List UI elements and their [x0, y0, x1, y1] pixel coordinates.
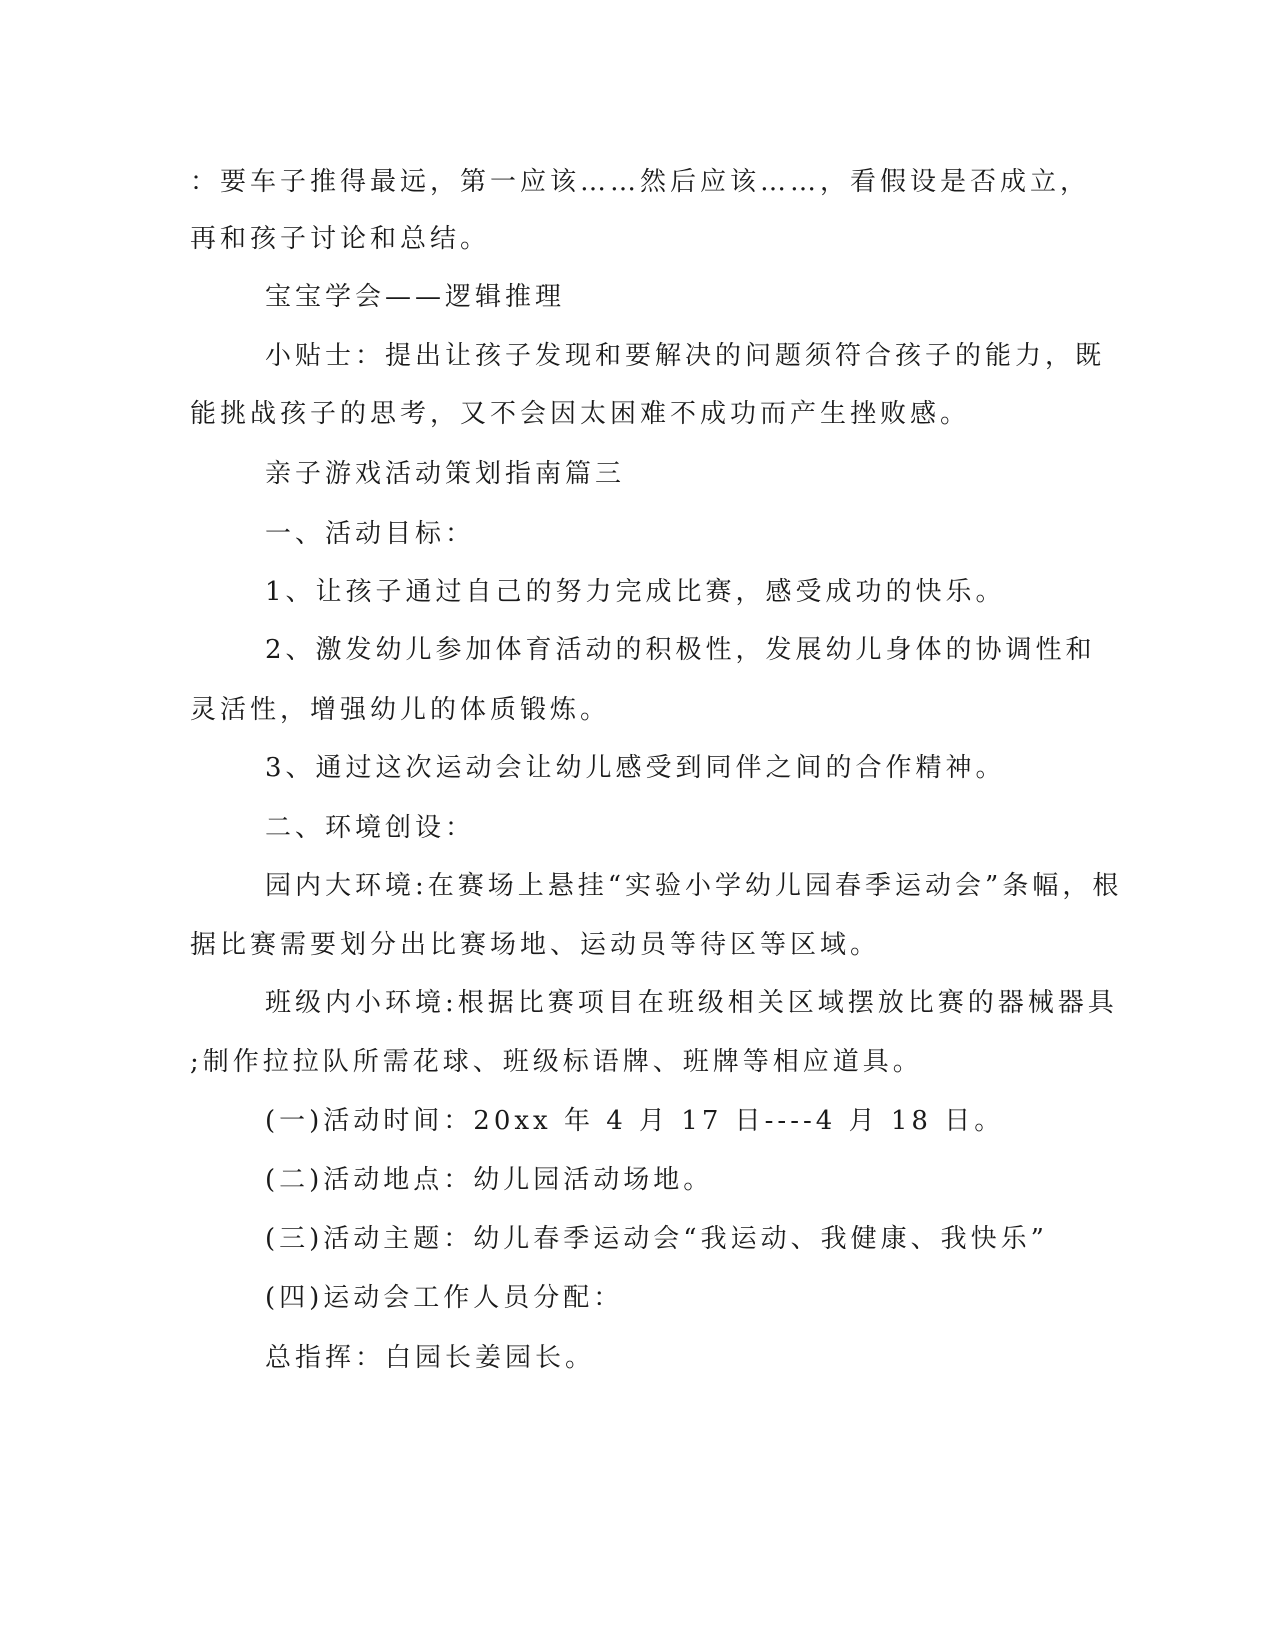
text-line: 能挑战孩子的思考，又不会因太困难不成功而产生挫败感。	[190, 399, 971, 429]
list-item: (一)活动时间：20xx 年 4 月 17 日----4 月 18 日。	[265, 1106, 1005, 1136]
list-item: 3、通过这次运动会让幼儿感受到同伴之间的合作精神。	[265, 753, 1006, 783]
text-line: 班级内小环境:根据比赛项目在班级相关区域摆放比赛的器械器具	[265, 988, 1118, 1018]
section-heading: 亲子游戏活动策划指南篇三	[265, 459, 626, 489]
section-heading: 一、活动目标：	[265, 519, 476, 549]
list-item: 2、激发幼儿参加体育活动的积极性，发展幼儿身体的协调性和	[265, 635, 1096, 665]
text-line: ;制作拉拉队所需花球、班级标语牌、班牌等相应道具。	[190, 1047, 923, 1077]
list-item: (四)运动会工作人员分配：	[265, 1283, 624, 1313]
list-item: 1、让孩子通过自己的努力完成比赛，感受成功的快乐。	[265, 577, 1006, 607]
list-item: (二)活动地点：幼儿园活动场地。	[265, 1165, 714, 1195]
section-heading: 二、环境创设：	[265, 813, 476, 843]
text-line: 灵活性，增强幼儿的体质锻炼。	[190, 695, 611, 725]
text-line: 总指挥：白园长姜园长。	[265, 1343, 596, 1373]
text-line: 园内大环境:在赛场上悬挂“实验小学幼儿园春季运动会”条幅，根	[265, 871, 1123, 901]
section-heading: 宝宝学会——逻辑推理	[265, 282, 566, 312]
list-item: (三)活动主题：幼儿春季运动会“我运动、我健康、我快乐”	[265, 1224, 1048, 1254]
text-line: 据比赛需要划分出比赛场地、运动员等待区等区域。	[190, 930, 881, 960]
text-line: 小贴士：提出让孩子发现和要解决的问题须符合孩子的能力，既	[265, 341, 1106, 371]
text-line: ：要车子推得最远，第一应该……然后应该……，看假设是否成立，	[190, 167, 1091, 197]
text-line: 再和孩子讨论和总结。	[190, 224, 491, 254]
